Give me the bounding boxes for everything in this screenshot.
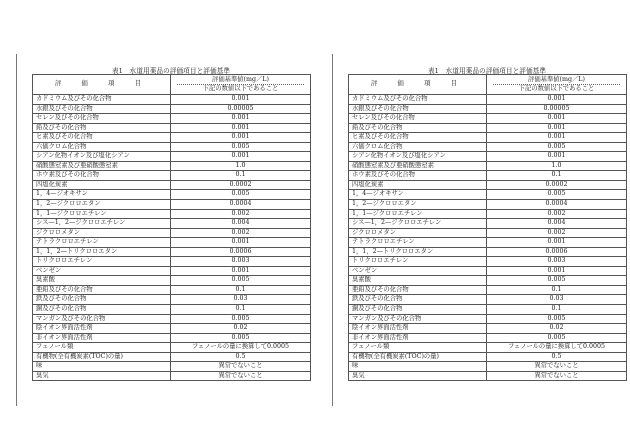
item-cell: 臭気 <box>33 371 171 381</box>
value-cell: 0.00005 <box>487 104 627 114</box>
item-cell: 銅及びその化合物 <box>349 305 487 315</box>
item-cell: トリクロロエチレン <box>33 257 171 267</box>
value-cell: 0.005 <box>487 276 627 286</box>
table-row <box>349 266 627 276</box>
item-cell: ジクロロメタン <box>349 228 487 238</box>
value-cell: 0.1 <box>487 171 627 181</box>
value-cell: 0.004 <box>171 219 311 229</box>
table-row <box>349 171 627 181</box>
value-cell: 0.005 <box>171 142 311 152</box>
table-row <box>349 133 627 143</box>
table-row <box>349 314 627 324</box>
evaluation-table <box>32 74 311 381</box>
value-cell: 0.0002 <box>171 180 311 190</box>
item-cell: 有機物(全有機炭素(TOC)の量) <box>349 352 487 362</box>
value-cell: 0.001 <box>171 114 311 124</box>
item-cell: シアン化物イオン及び塩化シアン <box>33 152 171 162</box>
table-row <box>33 200 311 210</box>
table-row <box>33 190 311 200</box>
value-cell: 0.00005 <box>171 104 311 114</box>
table-row <box>33 209 311 219</box>
table-row <box>33 266 311 276</box>
value-cell: 異常でないこと <box>487 371 627 381</box>
value-cell: 0.001 <box>171 123 311 133</box>
table-row <box>33 95 311 105</box>
table-row <box>349 333 627 343</box>
item-cell: シス—1，2—ジクロロエチレン <box>349 219 487 229</box>
item-cell: 鉛及びその化合物 <box>33 123 171 133</box>
value-cell: 0.001 <box>487 238 627 248</box>
value-cell: 0.001 <box>171 266 311 276</box>
value-cell: 0.0004 <box>171 200 311 210</box>
item-cell: マンガン及びその化合物 <box>33 314 171 324</box>
item-cell: 四塩化炭素 <box>33 180 171 190</box>
item-cell: 臭気 <box>349 371 487 381</box>
item-cell: 1，1—ジクロロエチレン <box>33 209 171 219</box>
table-row <box>349 247 627 257</box>
item-cell: 1，2—ジクロロエタン <box>349 200 487 210</box>
value-cell: 0.1 <box>487 285 627 295</box>
table-row <box>349 180 627 190</box>
evaluation-table <box>348 74 627 381</box>
item-cell: 非イオン界面活性剤 <box>33 333 171 343</box>
item-cell: ホウ素及びその化合物 <box>33 171 171 181</box>
item-cell: シス—1，2—ジクロロエチレン <box>33 219 171 229</box>
table-row <box>349 209 627 219</box>
header-item: 評 価 項 目 <box>33 75 171 95</box>
item-cell: セレン及びその化合物 <box>33 114 171 124</box>
table-row <box>349 219 627 229</box>
value-cell: 0.001 <box>171 133 311 143</box>
value-cell: 0.002 <box>487 228 627 238</box>
item-cell: 陰イオン界面活性剤 <box>33 324 171 334</box>
value-cell: 0.03 <box>487 295 627 305</box>
value-cell: 0.1 <box>171 305 311 315</box>
table-row <box>349 95 627 105</box>
value-cell: 0.5 <box>171 352 311 362</box>
item-cell: 鉄及びその化合物 <box>349 295 487 305</box>
value-cell: 0.0002 <box>487 180 627 190</box>
page-right <box>330 0 630 441</box>
value-cell: 0.5 <box>487 352 627 362</box>
value-cell: 0.005 <box>171 333 311 343</box>
table-row <box>349 295 627 305</box>
table-row <box>33 180 311 190</box>
item-cell: 鉄及びその化合物 <box>33 295 171 305</box>
item-cell: 六価クロム化合物 <box>349 142 487 152</box>
value-cell: フェノールの量に換算して0.0005 <box>487 343 627 353</box>
item-cell: ジクロロメタン <box>33 228 171 238</box>
table-row <box>349 257 627 267</box>
item-cell: 水銀及びその化合物 <box>33 104 171 114</box>
value-cell: 0.005 <box>487 333 627 343</box>
header-standard-unit: 評価基準値(mg／L) <box>528 76 585 83</box>
value-cell: フェノールの量に換算して0.0005 <box>171 343 311 353</box>
value-cell: 0.0006 <box>171 247 311 257</box>
item-cell: 亜鉛及びその化合物 <box>33 285 171 295</box>
item-cell: フェノール類 <box>33 343 171 353</box>
table-row <box>349 343 627 353</box>
table-row <box>33 114 311 124</box>
table-row <box>349 104 627 114</box>
table-row <box>349 352 627 362</box>
value-cell: 0.001 <box>487 123 627 133</box>
table-row <box>33 228 311 238</box>
table-row <box>33 123 311 133</box>
item-cell: 味 <box>33 362 171 372</box>
table-row <box>349 238 627 248</box>
item-cell: テトラクロロエチレン <box>349 238 487 248</box>
item-cell: 臭素酸 <box>33 276 171 286</box>
table-row <box>33 219 311 229</box>
value-cell: 0.005 <box>487 314 627 324</box>
value-cell: 0.001 <box>171 152 311 162</box>
value-cell: 0.001 <box>487 114 627 124</box>
value-cell: 0.002 <box>171 228 311 238</box>
item-cell: トリクロロエチレン <box>349 257 487 267</box>
value-cell: 0.002 <box>171 209 311 219</box>
item-cell: 1，4—ジオキサン <box>33 190 171 200</box>
header-standard <box>171 75 311 95</box>
table-row <box>33 171 311 181</box>
item-cell: 臭素酸 <box>349 276 487 286</box>
value-cell: 0.003 <box>487 257 627 267</box>
value-cell: 0.001 <box>487 266 627 276</box>
table-body <box>33 95 311 381</box>
table-row <box>33 238 311 248</box>
margin-rule <box>332 54 333 406</box>
value-cell: 異常でないこと <box>171 371 311 381</box>
value-cell: 0.02 <box>487 324 627 334</box>
table-row <box>349 324 627 334</box>
header-standard-note: 下記の数値以下であること <box>518 85 595 92</box>
value-cell: 0.005 <box>171 314 311 324</box>
table-title: 表1 水道用薬品の評価項目と評価基準 <box>427 67 547 75</box>
table-row <box>33 104 311 114</box>
value-cell: 0.005 <box>171 190 311 200</box>
value-cell: 0.1 <box>171 285 311 295</box>
item-cell: 水銀及びその化合物 <box>349 104 487 114</box>
table-row <box>33 257 311 267</box>
header-item: 評 価 項 目 <box>349 75 487 95</box>
value-cell: 0.1 <box>171 171 311 181</box>
value-cell: 0.001 <box>487 152 627 162</box>
header-standard-note: 下記の数値以下であること <box>202 85 279 92</box>
value-cell: 0.0006 <box>487 247 627 257</box>
item-cell: 四塩化炭素 <box>349 180 487 190</box>
item-cell: テトラクロロエチレン <box>33 238 171 248</box>
table-row <box>33 295 311 305</box>
value-cell: 0.0004 <box>487 200 627 210</box>
item-cell: 鉛及びその化合物 <box>349 123 487 133</box>
table-row <box>33 247 311 257</box>
item-cell: 1，1，2—トリクロロエタン <box>349 247 487 257</box>
table-row <box>33 133 311 143</box>
table-header-row <box>349 75 627 95</box>
value-cell: 0.001 <box>171 238 311 248</box>
item-cell: 1，1，2—トリクロロエタン <box>33 247 171 257</box>
value-cell: 0.004 <box>487 219 627 229</box>
table-row <box>349 285 627 295</box>
value-cell: 0.005 <box>171 276 311 286</box>
table-row <box>349 305 627 315</box>
table-row <box>33 152 311 162</box>
table-row <box>33 324 311 334</box>
value-cell: 異常でないこと <box>487 362 627 372</box>
page-left <box>14 0 314 441</box>
table-row <box>33 371 311 381</box>
item-cell: ヒ素及びその化合物 <box>33 133 171 143</box>
value-cell: 0.003 <box>171 257 311 267</box>
item-cell: ヒ素及びその化合物 <box>349 133 487 143</box>
item-cell: マンガン及びその化合物 <box>349 314 487 324</box>
table-row <box>349 362 627 372</box>
table-row <box>33 352 311 362</box>
item-cell: カドミウム及びその化合物 <box>33 95 171 105</box>
table-row <box>349 152 627 162</box>
item-cell: ベンゼン <box>349 266 487 276</box>
value-cell: 異常でないこと <box>171 362 311 372</box>
item-cell: 六価クロム化合物 <box>33 142 171 152</box>
value-cell: 0.001 <box>487 95 627 105</box>
value-cell: 0.02 <box>171 324 311 334</box>
item-cell: 硝酸態窒素及び亜硝酸態窒素 <box>349 161 487 171</box>
table-row <box>33 343 311 353</box>
item-cell: 味 <box>349 362 487 372</box>
table-row <box>349 161 627 171</box>
item-cell: フェノール類 <box>349 343 487 353</box>
item-cell: 有機物(全有機炭素(TOC)の量) <box>33 352 171 362</box>
table-title: 表1 水道用薬品の評価項目と評価基準 <box>111 67 231 75</box>
item-cell: 1，4—ジオキサン <box>349 190 487 200</box>
margin-rule <box>16 54 17 406</box>
table-row <box>33 362 311 372</box>
table-body <box>349 95 627 381</box>
value-cell: 0.001 <box>171 95 311 105</box>
item-cell: セレン及びその化合物 <box>349 114 487 124</box>
table-row <box>349 228 627 238</box>
table-row <box>349 123 627 133</box>
table-row <box>33 285 311 295</box>
table-row <box>349 190 627 200</box>
table-row <box>349 200 627 210</box>
item-cell: 非イオン界面活性剤 <box>349 333 487 343</box>
item-cell: ベンゼン <box>33 266 171 276</box>
value-cell: 0.002 <box>487 209 627 219</box>
table-row <box>33 142 311 152</box>
value-cell: 0.001 <box>487 133 627 143</box>
value-cell: 0.1 <box>487 305 627 315</box>
value-cell: 0.005 <box>487 190 627 200</box>
header-standard-unit: 評価基準値(mg／L) <box>212 76 269 83</box>
table-row <box>349 142 627 152</box>
item-cell: 陰イオン界面活性剤 <box>349 324 487 334</box>
table-row <box>33 314 311 324</box>
item-cell: 1，1—ジクロロエチレン <box>349 209 487 219</box>
table-row <box>349 114 627 124</box>
table-row <box>33 276 311 286</box>
value-cell: 0.005 <box>487 142 627 152</box>
value-cell: 1.0 <box>171 161 311 171</box>
header-standard <box>487 75 627 95</box>
item-cell: ホウ素及びその化合物 <box>349 171 487 181</box>
item-cell: 銅及びその化合物 <box>33 305 171 315</box>
item-cell: 1，2—ジクロロエタン <box>33 200 171 210</box>
table-row <box>33 161 311 171</box>
item-cell: 亜鉛及びその化合物 <box>349 285 487 295</box>
table-row <box>33 305 311 315</box>
table-row <box>33 333 311 343</box>
value-cell: 1.0 <box>487 161 627 171</box>
value-cell: 0.03 <box>171 295 311 305</box>
table-row <box>349 371 627 381</box>
table-row <box>349 276 627 286</box>
item-cell: カドミウム及びその化合物 <box>349 95 487 105</box>
item-cell: 硝酸態窒素及び亜硝酸態窒素 <box>33 161 171 171</box>
table-header-row <box>33 75 311 95</box>
item-cell: シアン化物イオン及び塩化シアン <box>349 152 487 162</box>
